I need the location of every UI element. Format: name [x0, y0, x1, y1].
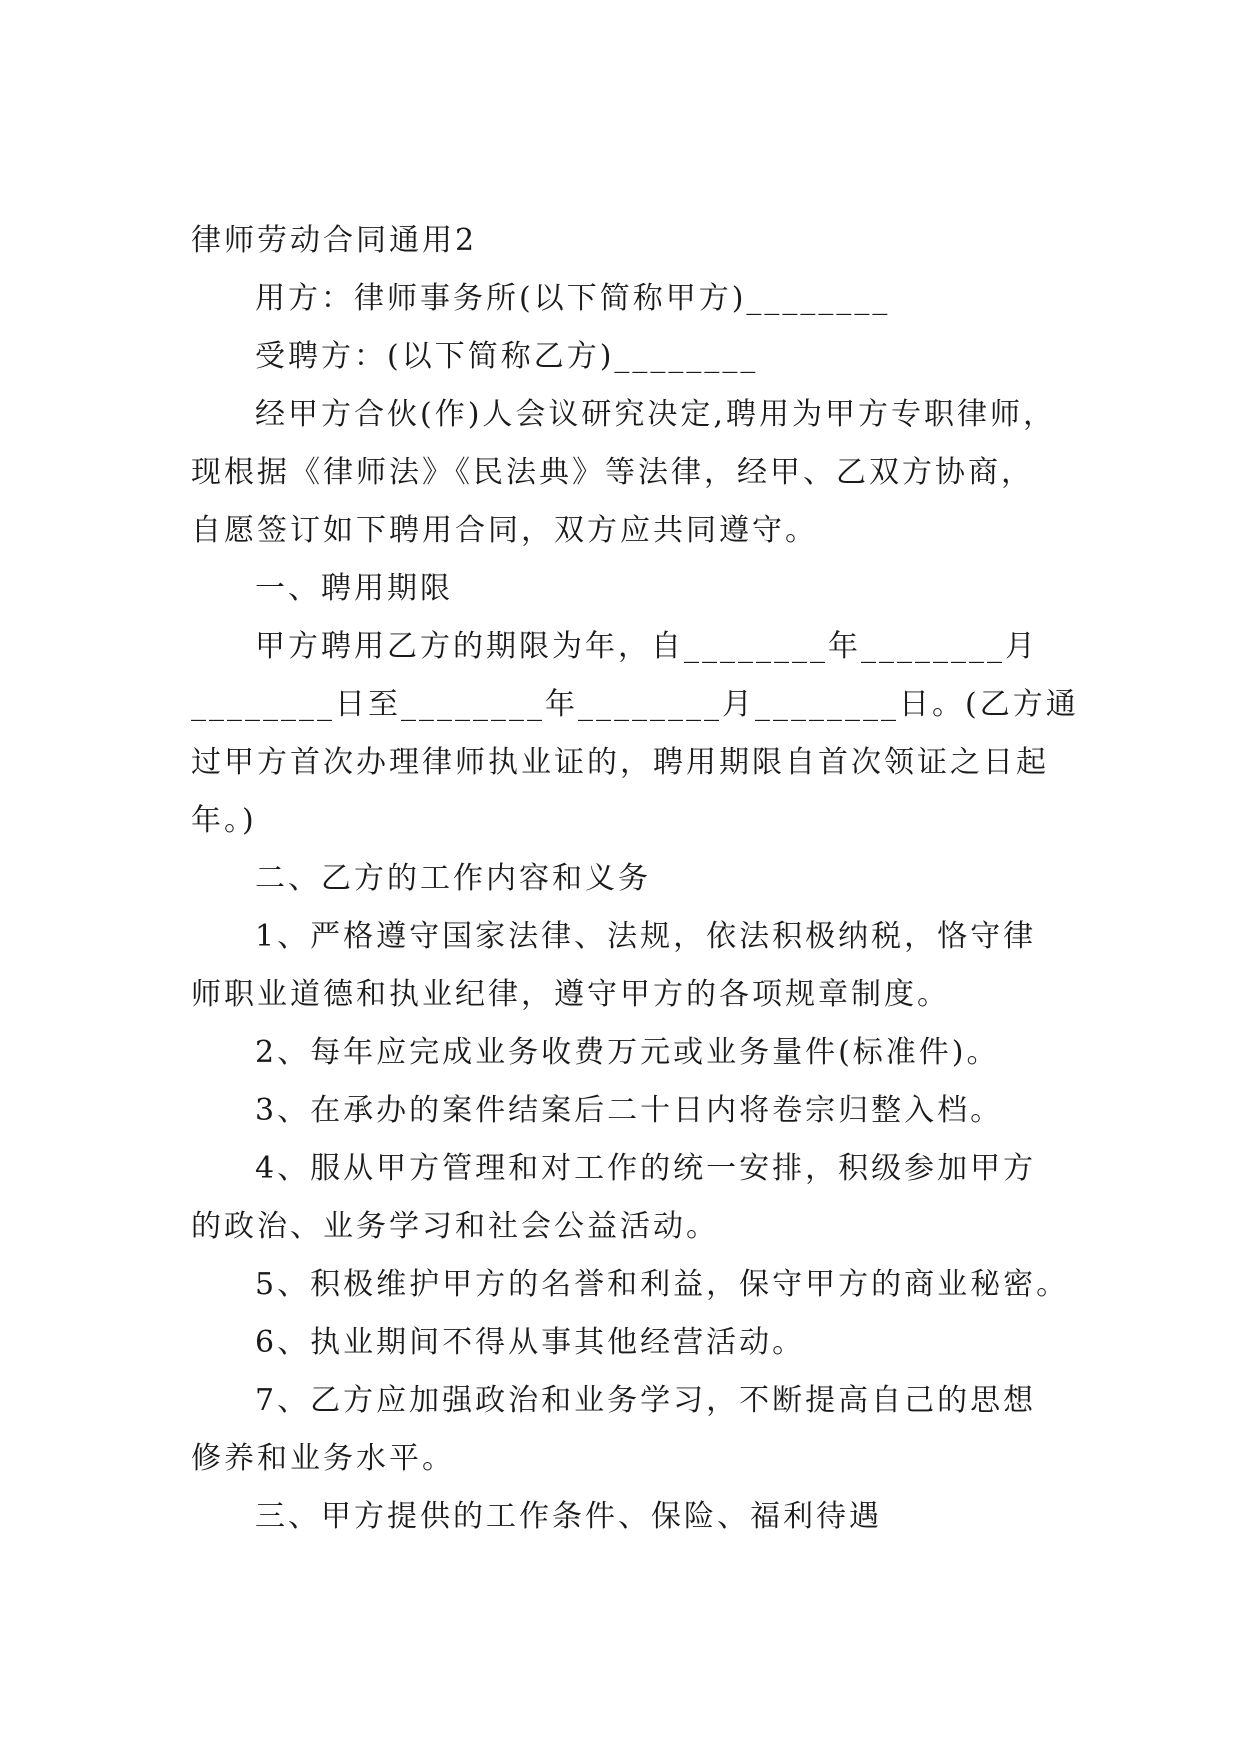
document-line: 3、在承办的案件结案后二十日内将卷宗归整入档。 — [255, 1093, 1004, 1128]
document-line: 4、服从甲方管理和对工作的统一安排，积级参加甲方 — [255, 1151, 1037, 1186]
document-line: 用方：律师事务所(以下简称甲方)________ — [255, 281, 891, 316]
document-line: 三、甲方提供的工作条件、保险、福利待遇 — [255, 1499, 882, 1534]
document-line: 现根据《律师法》《民法典》等法律，经甲、乙双方协商， — [191, 455, 1034, 490]
document-line: 修养和业务水平。 — [191, 1441, 455, 1476]
document-line: 7、乙方应加强政治和业务学习，不断提高自己的思想 — [255, 1383, 1037, 1418]
document-line: 5、积极维护甲方的名誉和利益，保守甲方的商业秘密。 — [255, 1267, 1070, 1302]
document-title: 律师劳动合同通用2 — [191, 223, 478, 258]
document-line: 的政治、业务学习和社会公益活动。 — [191, 1209, 719, 1244]
document-line: 师职业道德和执业纪律，遵守甲方的各项规章制度。 — [191, 977, 950, 1012]
document-line: 年。) — [191, 803, 257, 838]
document-line: ________日至________年________月________日。(乙方通 — [191, 687, 1079, 722]
document-line: 甲方聘用乙方的期限为年，自________年________月 — [255, 629, 1038, 664]
document-line: 二、乙方的工作内容和义务 — [255, 861, 651, 896]
document-line: 2、每年应完成业务收费万元或业务量件(标准件)。 — [255, 1035, 1000, 1070]
document-line: 经甲方合伙(作)人会议研究决定,聘用为甲方专职律师， — [255, 397, 1056, 432]
document-line: 1、严格遵守国家法律、法规，依法积极纳税，恪守律 — [255, 919, 1037, 954]
document-line: 过甲方首次办理律师执业证的，聘用期限自首次领证之日起 — [191, 745, 1049, 780]
document-line: 自愿签订如下聘用合同，双方应共同遵守。 — [191, 513, 818, 548]
document-line: 受聘方：(以下简称乙方)________ — [255, 339, 759, 374]
document-body — [191, 212, 1079, 1546]
document-line: 一、聘用期限 — [255, 571, 453, 606]
document-line: 6、执业期间不得从事其他经营活动。 — [255, 1325, 806, 1360]
